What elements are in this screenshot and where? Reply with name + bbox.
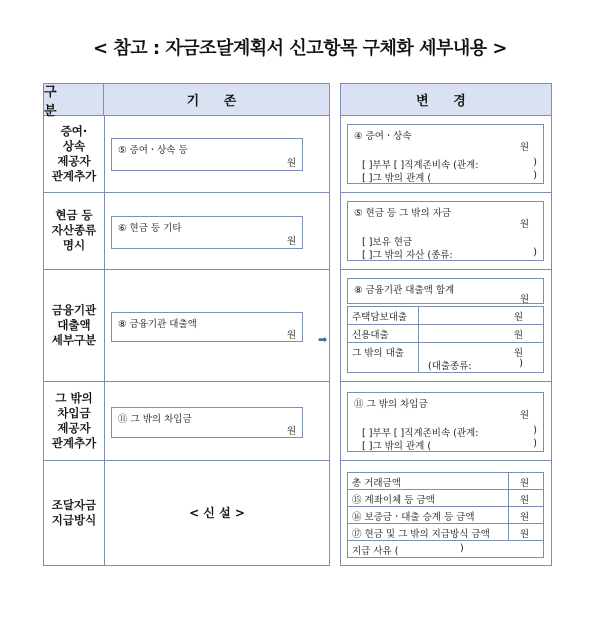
loan-row-credit: 신용대출 원	[348, 325, 543, 343]
after-cash-label: ⑤ 현금 등 그 밖의 자금	[354, 208, 452, 219]
existing-table	[43, 83, 330, 566]
after-cash-line1: [ ]보유 현금	[362, 237, 413, 248]
after-cash-box: ⑤ 현금 등 그 밖의 자금 원 [ ]보유 현금 [ ]그 밖의 자산 (종류: )	[347, 201, 544, 261]
changed-table	[340, 83, 552, 566]
before-cash-label: ⑥ 현금 등 기타	[118, 223, 182, 234]
after-gift-line1: [ ]부부 [ ]직계존비속 (관계:	[362, 160, 479, 171]
header-after: 변 경	[341, 84, 551, 116]
before-new-label: < 신 설 >	[189, 506, 245, 520]
page-title: < 참고 : 자금조달계획서 신고항목 구체화 세부내용 >	[93, 38, 507, 59]
after-gift-unit: 원	[519, 142, 529, 153]
after-loan-box	[347, 278, 544, 304]
after-loan-unit: 원	[519, 294, 529, 305]
pay-row-total: 총 거래금액 원	[348, 473, 543, 490]
category-payment: 조달자금 지급방식	[51, 497, 97, 527]
before-gift-label: ⑤ 증여ㆍ상속 등	[118, 145, 188, 156]
after-cash-unit: 원	[519, 219, 529, 230]
pay-row-transfer: ⑮ 계좌이체 등 금액 원	[348, 490, 543, 507]
before-cash-box	[111, 216, 303, 249]
after-other-borrow-box: ⑪ 그 밖의 차입금 원 [ ]부부 [ ]직계존비속 (관계: ) [ ]그 밖의 관계 ( )	[347, 392, 544, 452]
pay-row-reason: 지급 사유 ( )	[352, 543, 464, 557]
category-gift: 증여· 상속 제공자 관계추가	[51, 124, 97, 183]
pay-row-cash: ⑰ 현금 및 그 밖의 지급방식 금액 원	[348, 524, 543, 541]
before-other-borrow-unit: 원	[286, 426, 296, 437]
header-category: 구 분	[44, 84, 104, 116]
loan-row-mortgage: 주택담보대출 원	[348, 307, 543, 325]
before-gift-box	[111, 138, 303, 171]
arrow-right-icon: ➡	[318, 333, 328, 346]
after-payment-table	[347, 472, 544, 558]
after-loan-label: ⑧ 금융기관 대출액 합계	[354, 285, 455, 296]
before-loan-unit: 원	[286, 330, 296, 341]
after-other-borrow-line1: [ ]부부 [ ]직계존비속 (관계:	[362, 428, 479, 439]
before-other-borrow-label: ⑪ 그 밖의 차입금	[118, 414, 192, 425]
header-before: 기 존	[104, 84, 329, 116]
after-cash-line2: [ ]그 밖의 자산 (종류:	[362, 250, 453, 261]
pay-row-deposit: ⑯ 보증금ㆍ대출 승계 등 금액 원	[348, 507, 543, 524]
after-loan-breakdown	[347, 306, 544, 373]
category-cash: 현금 등 자산종류 명시	[51, 208, 97, 252]
before-loan-label: ⑧ 금융기관 대출액	[118, 319, 197, 330]
after-gift-line2: [ ]그 밖의 관계 (	[362, 173, 432, 184]
before-other-borrow-box	[111, 407, 303, 438]
before-cash-unit: 원	[286, 236, 296, 247]
category-other-borrow: 그 밖의 차입금 제공자 관계추가	[51, 390, 97, 450]
after-other-borrow-label: ⑪ 그 밖의 차입금	[354, 399, 428, 410]
loan-row-other: 그 밖의 대출 원 (대출종류: )	[352, 348, 523, 372]
before-gift-unit: 원	[286, 158, 296, 169]
after-other-borrow-line2: [ ]그 밖의 관계 (	[362, 441, 432, 452]
loan-type-note: (대출종류:	[428, 361, 472, 372]
after-other-borrow-unit: 원	[519, 410, 529, 421]
category-loan: 금융기관 대출액 세부구분	[51, 302, 97, 347]
after-gift-label: ④ 증여ㆍ상속	[354, 131, 412, 142]
before-loan-box	[111, 312, 303, 342]
after-gift-box: ④ 증여ㆍ상속 원 [ ]부부 [ ]직계존비속 (관계: ) [ ]그 밖의 관계 ( )	[347, 124, 544, 184]
